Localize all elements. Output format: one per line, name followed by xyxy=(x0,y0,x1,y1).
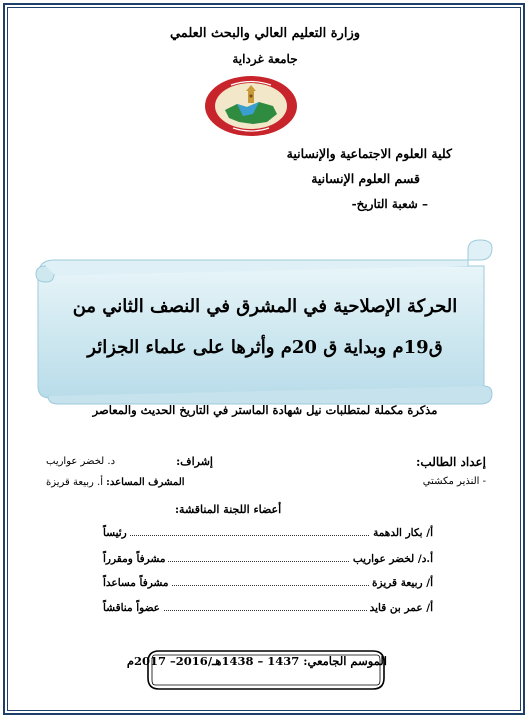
member-role: مشرفاً ومقرراً xyxy=(103,553,168,565)
member-role: عضواً مناقشاً xyxy=(103,602,163,614)
ministry-name: وزارة التعليم العالي والبحث العلمي xyxy=(169,26,361,41)
assistant-supervisor xyxy=(46,477,185,488)
prepared-by-label: إعداد الطالب: xyxy=(415,455,486,469)
university-name: جامعة غرداية xyxy=(232,52,298,66)
committee-member xyxy=(103,602,433,618)
committee-title: أعضاء اللجنة المناقشة: xyxy=(175,503,282,516)
thesis-title-line-1: الحركة الإصلاحية في المشرق في النصف الثاني من xyxy=(72,296,458,317)
supervision-label: إشراف: xyxy=(176,455,213,468)
committee-member xyxy=(103,577,433,593)
member-name: أ/ بكار الدهمة xyxy=(370,527,433,539)
memoir-description: مذكرة مكملة لمتطلبات نيل شهادة الماستر في التاريخ الحديث والمعاصر xyxy=(92,403,438,417)
member-role: رئيساً xyxy=(103,527,130,539)
university-logo xyxy=(203,74,299,138)
member-role: مشرفاً مساعداً xyxy=(103,577,172,589)
member-name: أ/ عمر بن قايد xyxy=(367,602,433,614)
committee-member xyxy=(103,553,433,569)
department-name: قسم العلوم الإنسانية xyxy=(311,171,420,186)
assistant-supervisor-name: أ. ربيعة قريزة xyxy=(46,477,103,488)
academic-season: الموسم الجامعي: 1437 – 1438هـ/2016– 2017م xyxy=(126,654,387,668)
member-name: أ/ ربيعة قريزة xyxy=(369,577,433,589)
branch-name: – شعبة التاريخ- xyxy=(351,197,428,211)
assistant-supervisor-label: المشرف المساعد: xyxy=(106,477,185,488)
student-name: - النذير مكشتي xyxy=(422,476,486,487)
thesis-title-line-2: ق19م وبداية ق 20م وأثرها على علماء الجزائر xyxy=(87,337,443,358)
title-scroll-banner xyxy=(28,236,496,408)
member-name: أ.د/ لخضر عواريب xyxy=(350,553,433,565)
faculty-name: كلية العلوم الاجتماعية والإنسانية xyxy=(286,146,452,161)
supervisor-name: د. لخضر عواريب xyxy=(46,456,116,467)
committee-member xyxy=(103,527,433,543)
